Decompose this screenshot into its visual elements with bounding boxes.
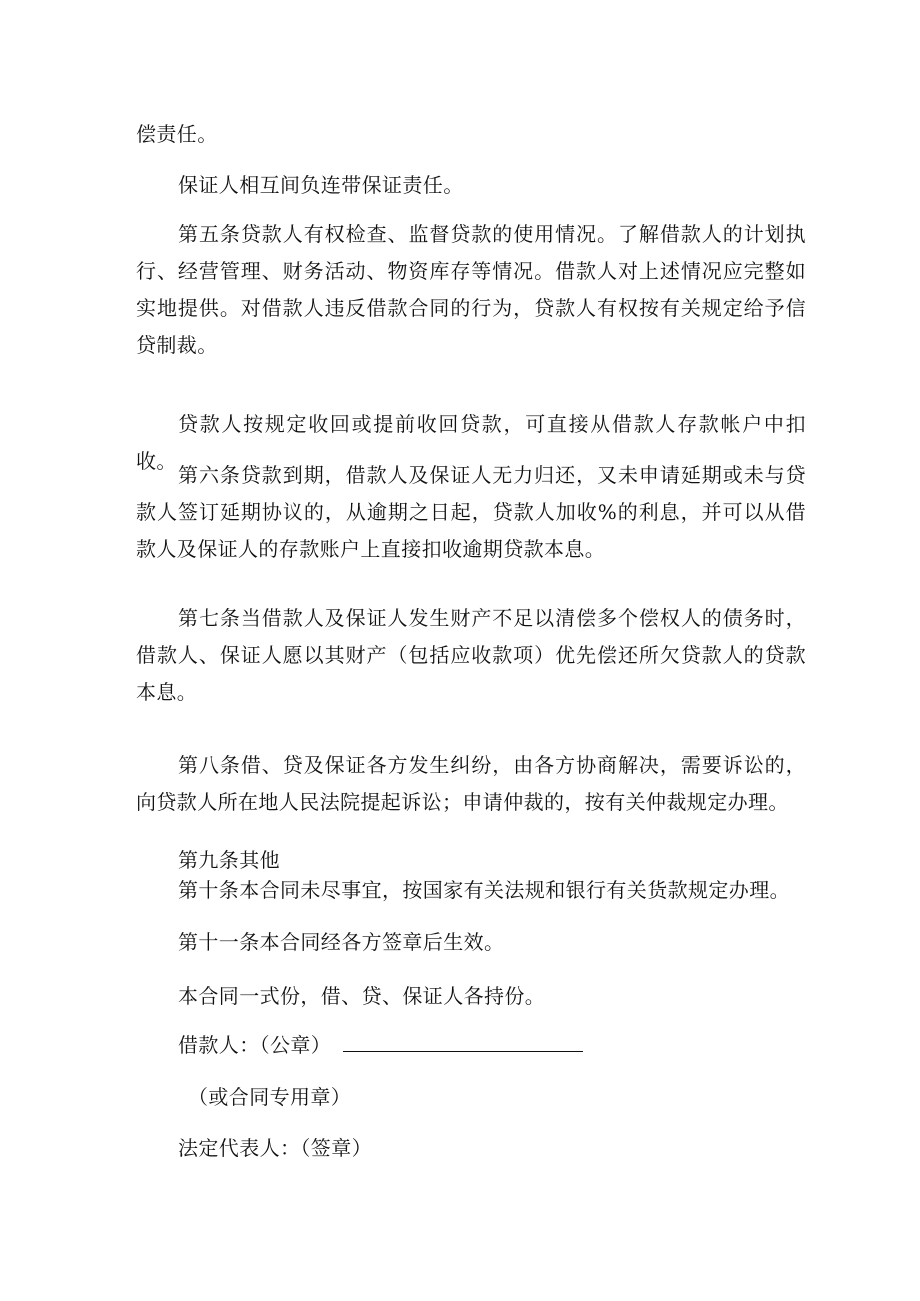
paragraph-article-8: 第八条借、贷及保证各方发生纠纷，由各方协商解决，需要诉讼的，向贷款人所在地人民法院提起诉讼；申请仲裁的，按有关仲裁规定办理。 <box>136 753 806 814</box>
borrower-signature-line <box>343 1033 583 1052</box>
paragraph-article-11: 第十一条本合同经各方签章后生效。 <box>178 930 505 954</box>
paragraph-continuation: 偿责任。 <box>136 122 218 146</box>
paragraph-article-9: 第九条其他 <box>178 848 280 872</box>
paragraph-copies: 本合同一式份，借、贷、保证人各持份。 <box>178 984 546 1008</box>
paragraph-article-10: 第十条本合同未尽事宜，按国家有关法规和银行有关货款规定办理。 <box>178 878 790 902</box>
legal-representative-label: 法定代表人：（签章） <box>178 1136 372 1160</box>
paragraph-article-5: 第五条贷款人有权检查、监督贷款的使用情况。了解借款人的计划执行、经营管理、财务活动、物资库存等情况。借款人对上述情况应完整如实地提供。对借款人违反借款合同的行为，贷款人有权按有关规定给予信贷制裁。 <box>136 222 806 357</box>
paragraph-article-6: 第六条贷款到期，借款人及保证人无力归还，又未申请延期或未与贷款人签订延期协议的，从逾期之日起，贷款人加收%的利息，并可以从借款人及保证人的存款账户上直接扣收逾期贷款本息。 <box>136 463 806 561</box>
paragraph-article-7: 第七条当借款人及保证人发生财产不足以清偿多个偿权人的债务时，借款人、保证人愿以其财产（包括应收款项）优先偿还所欠贷款人的贷款本息。 <box>136 606 806 704</box>
paragraph-loan-recovery: 贷款人按规定收回或提前收回贷款，可直接从借款人存款帐户中扣收。 <box>136 412 806 473</box>
borrower-signature-row <box>178 1031 583 1059</box>
paragraph-guarantor-joint-liability: 保证人相互间负连带保证责任。 <box>178 173 464 197</box>
contract-seal-note: （或合同专用章） <box>188 1085 352 1109</box>
borrower-seal-label: 借款人：（公章） <box>178 1033 332 1057</box>
